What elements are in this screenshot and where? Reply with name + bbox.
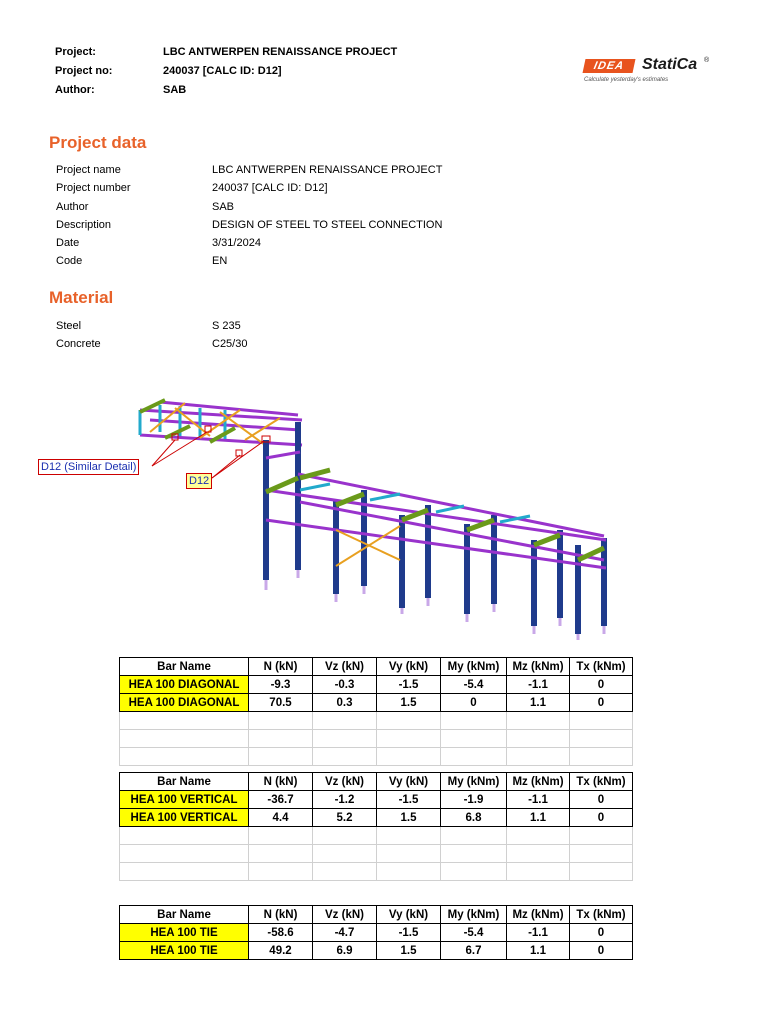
table-cell: 0: [570, 809, 633, 827]
table-cell: -4.7: [313, 924, 377, 942]
callout-label-similar-detail: D12 (Similar Detail): [38, 459, 139, 475]
table-cell: -58.6: [249, 924, 313, 942]
column-header: N (kN): [249, 773, 313, 791]
column-header: My (kNm): [441, 773, 507, 791]
column-header: My (kNm): [441, 906, 507, 924]
table-cell: 1.5: [377, 694, 441, 712]
logo-box: IDEA: [583, 59, 636, 73]
table-cell: 1.1: [507, 694, 570, 712]
kv-label: Description: [56, 218, 112, 231]
column-header: Vz (kN): [313, 906, 377, 924]
kv-label: Steel: [56, 320, 82, 332]
header-label: Project:: [55, 46, 96, 58]
column-header: Tx (kNm): [570, 906, 633, 924]
table-cell: -1.2: [313, 791, 377, 809]
material-list: [56, 320, 247, 357]
column-header: Vy (kN): [377, 906, 441, 924]
bar-name-cell: HEA 100 VERTICAL: [120, 791, 249, 809]
table-cell: 0.3: [313, 694, 377, 712]
column-header: Tx (kNm): [570, 773, 633, 791]
header-row-project-no: [55, 65, 397, 84]
bar-name-cell: HEA 100 VERTICAL: [120, 809, 249, 827]
header-label: Author:: [55, 84, 95, 96]
column-header: Vz (kN): [313, 658, 377, 676]
kv-value: DESIGN OF STEEL TO STEEL CONNECTION: [212, 218, 443, 231]
table-cell: 1.5: [377, 809, 441, 827]
header-row-author: [55, 84, 397, 103]
table-cell: 0: [570, 791, 633, 809]
table-cell: -5.4: [441, 676, 507, 694]
column-header: Vy (kN): [377, 658, 441, 676]
table-cell: -36.7: [249, 791, 313, 809]
table-cell: 1.5: [377, 942, 441, 960]
table-header-row: [120, 906, 633, 924]
table-row: [120, 942, 633, 960]
kv-label: Date: [56, 237, 80, 250]
table-cell: 0: [441, 694, 507, 712]
table-cell: -0.3: [313, 676, 377, 694]
table-cell: 4.4: [249, 809, 313, 827]
kv-row: [56, 320, 247, 338]
table-cell: 6.9: [313, 942, 377, 960]
table-cell: -1.1: [507, 924, 570, 942]
kv-value: EN: [212, 255, 228, 268]
logo-tagline: Calculate yesterday's estimates: [584, 77, 669, 83]
table-cell: -1.9: [441, 791, 507, 809]
table-cell: 0: [570, 942, 633, 960]
kv-value: 3/31/2024: [212, 237, 261, 250]
table-header-row: [120, 773, 633, 791]
table-cell: -5.4: [441, 924, 507, 942]
kv-label: Project name: [56, 164, 121, 176]
bar-name-cell: HEA 100 DIAGONAL: [120, 694, 249, 712]
kv-label: Project number: [56, 182, 131, 195]
table-row: [120, 676, 633, 694]
bar-name-cell: HEA 100 TIE: [120, 942, 249, 960]
project-data-list: [56, 164, 442, 274]
kv-label: Concrete: [56, 338, 101, 351]
empty-row: [120, 827, 633, 845]
table-cell: 1.1: [507, 809, 570, 827]
section-title-material: Material: [49, 288, 114, 307]
header-row-project: [55, 46, 397, 65]
header-value: LBC ANTWERPEN RENAISSANCE PROJECT: [163, 46, 398, 58]
table-cell: -9.3: [249, 676, 313, 694]
column-header: My (kNm): [441, 658, 507, 676]
column-header: Vz (kN): [313, 773, 377, 791]
column-header: Mz (kNm): [507, 906, 570, 924]
kv-label: Author: [56, 200, 89, 213]
table-cell: 70.5: [249, 694, 313, 712]
column-header: Mz (kNm): [507, 658, 570, 676]
table-cell: -1.5: [377, 924, 441, 942]
purple-beams-lower: [266, 452, 606, 568]
force-table-vertical: [119, 772, 633, 881]
empty-row: [120, 845, 633, 863]
header-value: SAB: [163, 84, 187, 96]
table-cell: 49.2: [249, 942, 313, 960]
column-header: Bar Name: [120, 906, 249, 924]
structural-model-figure: [120, 362, 648, 647]
column-header: Bar Name: [120, 773, 249, 791]
column-header: Tx (kNm): [570, 658, 633, 676]
table-cell: 0: [570, 694, 633, 712]
logo-registered-mark: ®: [704, 57, 710, 64]
kv-row: [56, 237, 442, 255]
table-row: [120, 694, 633, 712]
table-row: [120, 809, 633, 827]
kv-row: [56, 201, 442, 219]
table-cell: 6.7: [441, 942, 507, 960]
empty-row: [120, 730, 633, 748]
column-header: Mz (kNm): [507, 773, 570, 791]
idea-statica-logo: [584, 57, 714, 89]
table-row: [120, 924, 633, 942]
bar-name-cell: HEA 100 TIE: [120, 924, 249, 942]
table-cell: 5.2: [313, 809, 377, 827]
kv-value: C25/30: [212, 338, 248, 351]
column-bases: [266, 570, 604, 640]
column-header: Bar Name: [120, 658, 249, 676]
table-row: [120, 791, 633, 809]
callout-label-d12: D12: [186, 473, 212, 489]
header-value: 240037 [CALC ID: D12]: [163, 65, 282, 77]
section-title-project-data: Project data: [49, 133, 147, 152]
empty-row: [120, 748, 633, 766]
kv-row: [56, 338, 247, 356]
table-cell: 0: [570, 676, 633, 694]
table-cell: -1.5: [377, 676, 441, 694]
table-cell: -1.1: [507, 676, 570, 694]
empty-row: [120, 863, 633, 881]
kv-value: S 235: [212, 320, 241, 332]
kv-row: [56, 255, 442, 273]
kv-value: LBC ANTWERPEN RENAISSANCE PROJECT: [212, 164, 443, 176]
empty-row: [120, 712, 633, 730]
logo-name: StatiCa: [642, 56, 698, 73]
table-cell: -1.1: [507, 791, 570, 809]
kv-row: [56, 164, 442, 182]
kv-value: 240037 [CALC ID: D12]: [212, 182, 328, 195]
header-label: Project no:: [55, 65, 113, 77]
table-header-row: [120, 658, 633, 676]
bar-name-cell: HEA 100 DIAGONAL: [120, 676, 249, 694]
column-header: N (kN): [249, 906, 313, 924]
kv-value: SAB: [212, 200, 235, 213]
kv-row: [56, 182, 442, 200]
column-header: Vy (kN): [377, 773, 441, 791]
document-header: [55, 46, 397, 103]
kv-row: [56, 219, 442, 237]
table-cell: 0: [570, 924, 633, 942]
column-header: N (kN): [249, 658, 313, 676]
force-table-tie: [119, 905, 633, 960]
kv-label: Code: [56, 255, 83, 268]
table-cell: 6.8: [441, 809, 507, 827]
force-table-diagonal: [119, 657, 633, 766]
table-cell: 1.1: [507, 942, 570, 960]
table-cell: -1.5: [377, 791, 441, 809]
